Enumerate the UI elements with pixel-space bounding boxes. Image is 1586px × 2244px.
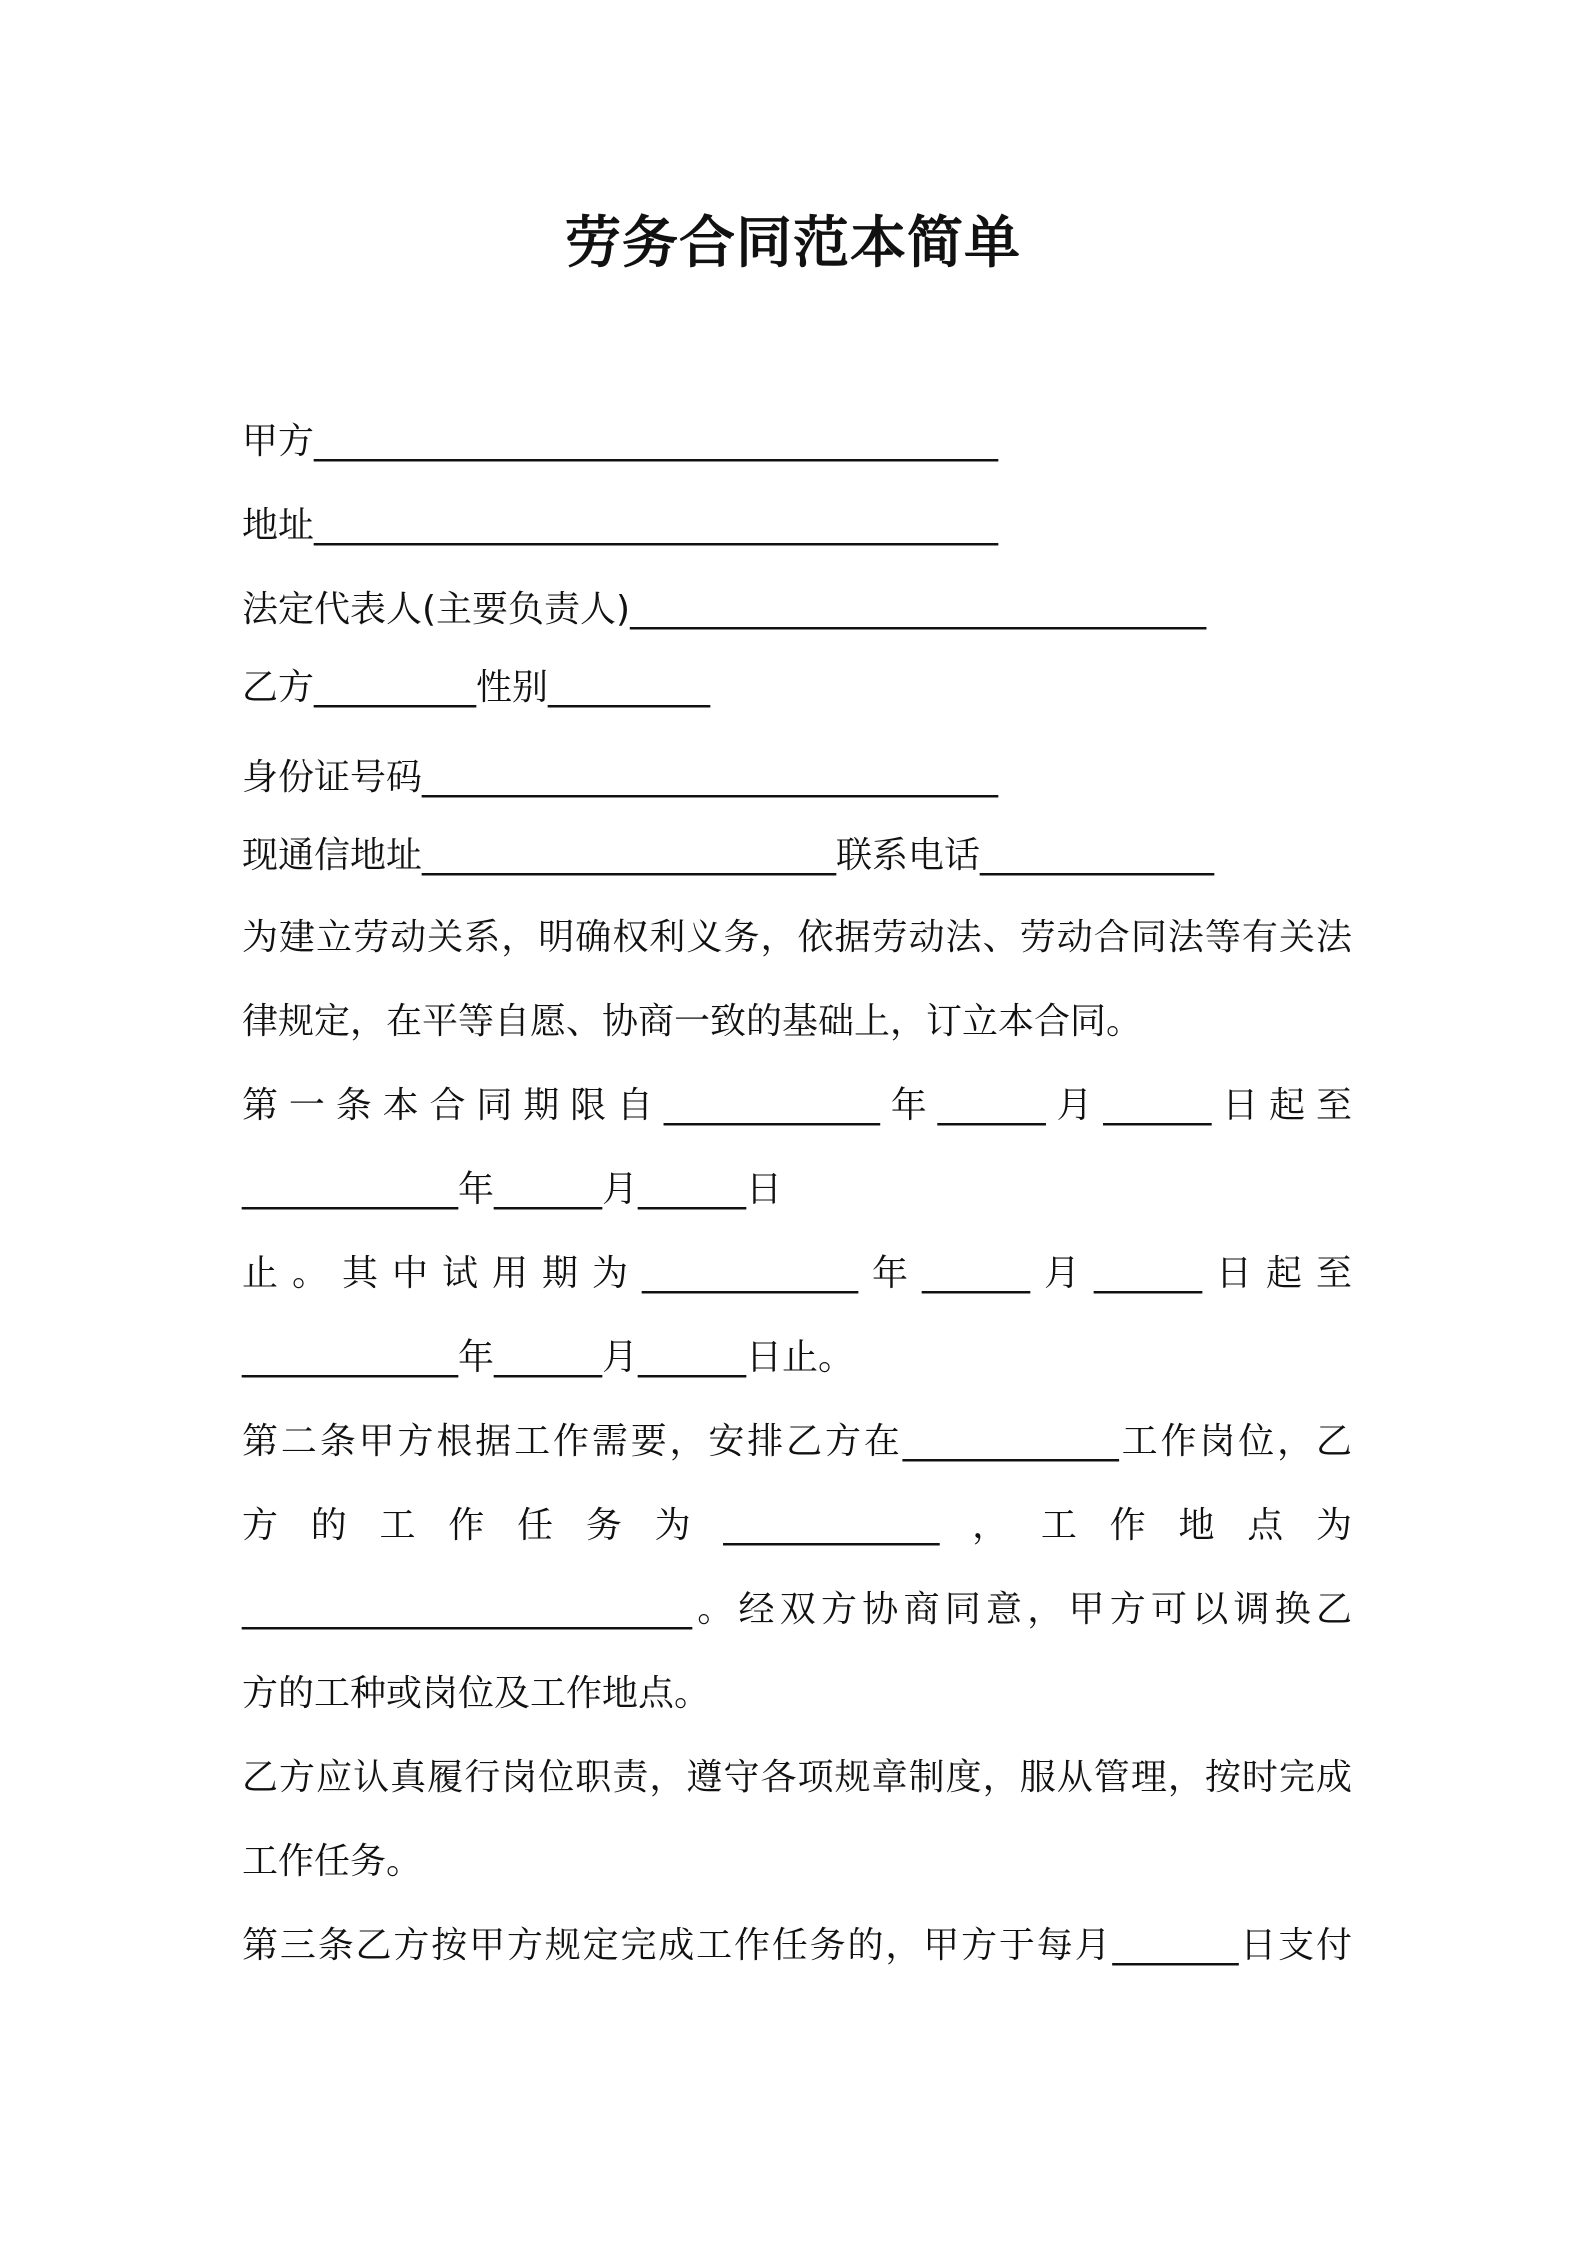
legal-representative-line: 法定代表人(主要负责人)________________________________ bbox=[242, 589, 1207, 630]
preamble-line-1: 为建立劳动关系，明确权利义务，依据劳动法、劳动合同法等有关法 bbox=[242, 917, 1352, 958]
duty-line-1: 乙方应认真履行岗位职责，遵守各项规章制度，服从管理，按时完成 bbox=[242, 1757, 1352, 1798]
preamble-line-2: 律规定，在平等自愿、协商一致的基础上，订立本合同。 bbox=[242, 1001, 1143, 1042]
document-title: 劳务合同范本简单 bbox=[565, 211, 1021, 276]
article-2-line-2: 方的工作任务为____________，工作地点为 bbox=[242, 1505, 1352, 1546]
article-1-line-2: ____________年______月______日 bbox=[242, 1169, 782, 1210]
article-2-line-4: 方的工种或岗位及工作地点。 bbox=[242, 1673, 711, 1714]
article-3-line-1: 第三条乙方按甲方规定完成工作任务的，甲方于每月_______日支付 bbox=[242, 1925, 1352, 1966]
party-a-line: 甲方______________________________________ bbox=[242, 421, 998, 462]
article-1-line-1: 第一条本合同期限自____________年______月______日起至 bbox=[242, 1085, 1352, 1126]
duty-line-2: 工作任务。 bbox=[242, 1841, 423, 1882]
contact-address-phone-line: 现通信地址_______________________联系电话_____________ bbox=[242, 835, 1215, 876]
article-1-line-3: 止。其中试用期为____________年______月______日起至 bbox=[242, 1253, 1352, 1294]
article-2-line-1: 第二条甲方根据工作需要，安排乙方在____________工作岗位，乙 bbox=[242, 1421, 1352, 1462]
address-line: 地址______________________________________ bbox=[242, 505, 998, 546]
party-b-gender-line: 乙方_________性别_________ bbox=[242, 667, 711, 708]
id-number-line: 身份证号码________________________________ bbox=[242, 757, 999, 798]
article-2-line-3: _________________________。经双方协商同意，甲方可以调换乙 bbox=[242, 1589, 1352, 1630]
article-1-line-4: ____________年______月______日止。 bbox=[242, 1337, 855, 1378]
